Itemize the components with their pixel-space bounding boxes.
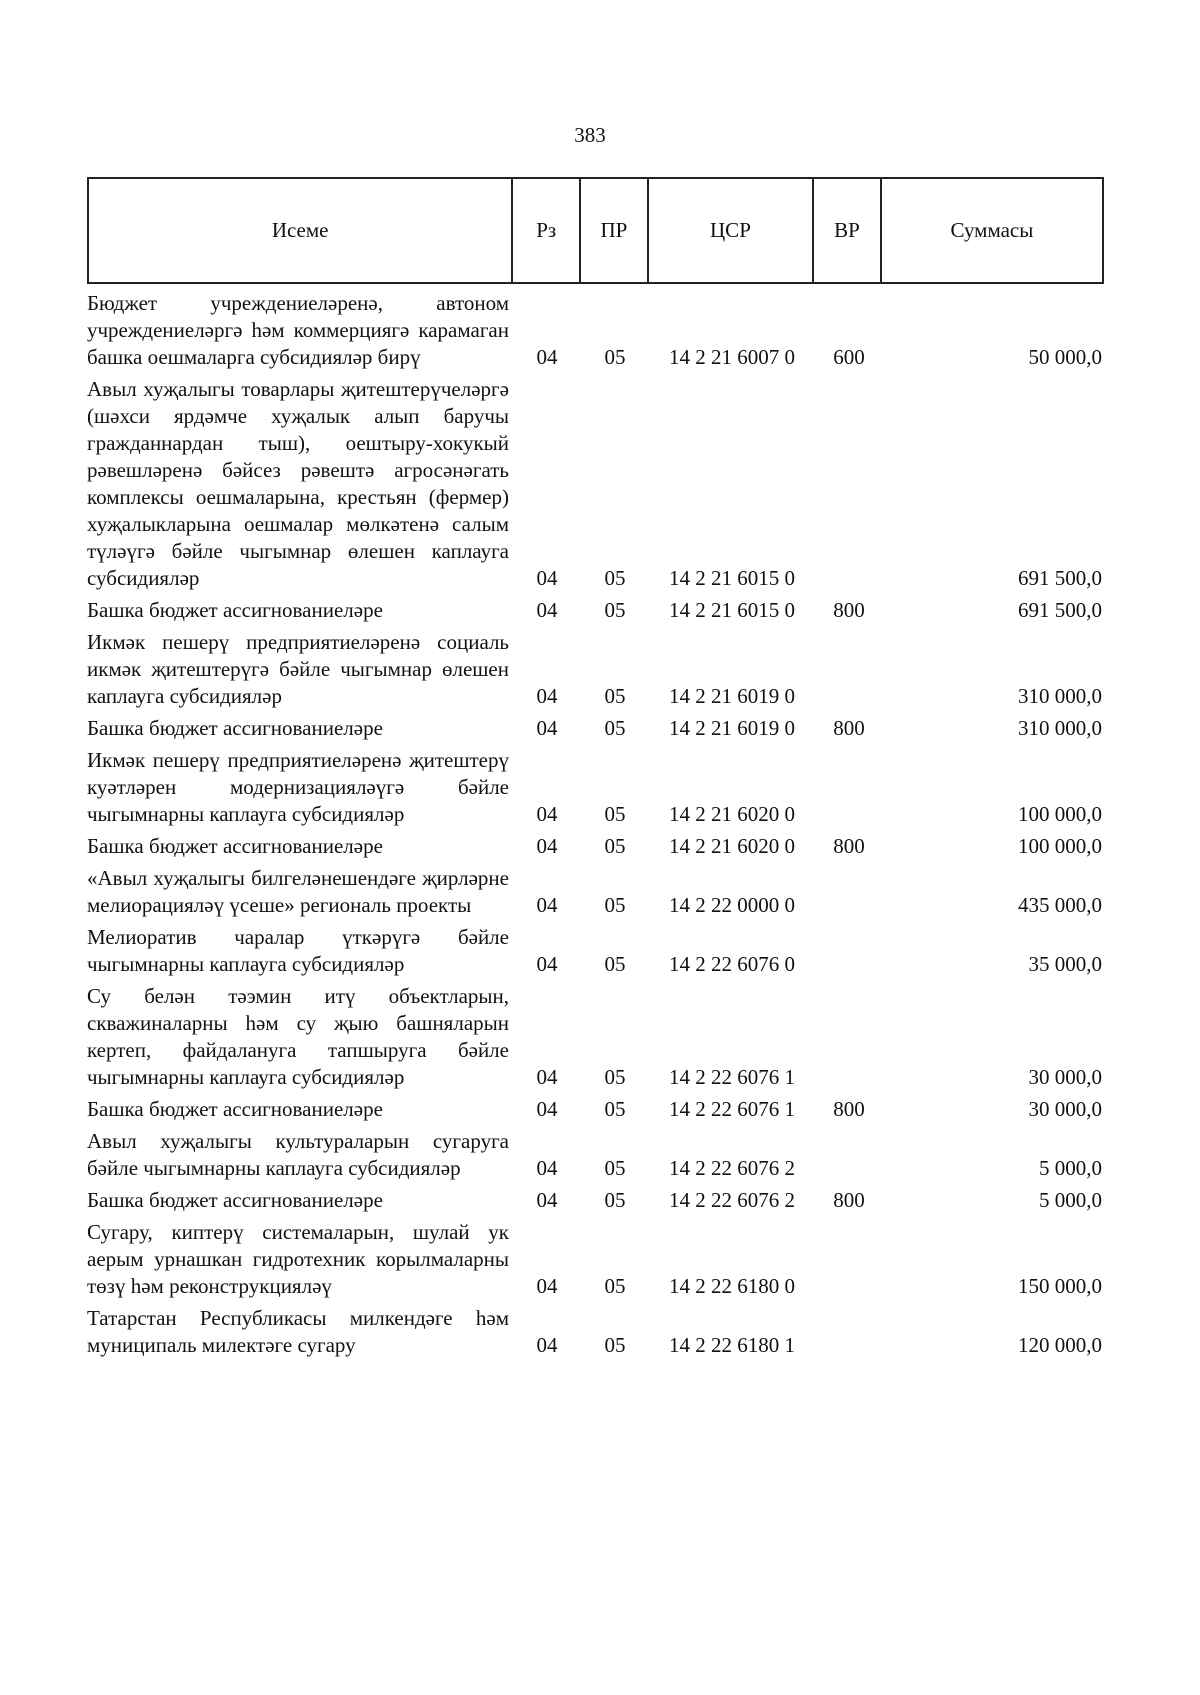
table-row [87,597,1104,624]
row-rz: 04 [536,802,558,826]
header-rz: Рз [513,179,581,282]
row-name: Башка бюджет ассигнованиеләре [87,1188,383,1212]
row-csr: 14 2 21 6007 0 [669,345,795,369]
row-rz: 04 [536,684,558,708]
row-name: Бюджет учреждениеләренә, автоном учреждениеләргә һәм коммерциягә карамаган башка оешмаларга субсидияләр бирү [87,291,509,369]
header-sum: Суммасы [950,218,1034,242]
row-name: Икмәк пешерү предприятиеләренә җитештерү куәтләрен модернизацияләүгә бәйле чыгымнарны каплауга субсидияләр [87,748,509,826]
row-pr: 05 [604,566,626,590]
row-name: Татарстан Республикасы милкендәге һәм муниципаль милектәге сугару [87,1306,509,1357]
row-rz: 04 [536,952,558,976]
table-row [87,1096,1104,1123]
row-sum: 310 000,0 [1018,716,1102,740]
row-rz: 04 [536,1065,558,1089]
row-pr: 05 [604,598,626,622]
row-sum: 310 000,0 [1018,684,1102,708]
row-name: Мелиоратив чаралар үткәрүгә бәйле чыгымнарны каплауга субсидияләр [87,925,509,976]
page-number: 383 [574,123,606,147]
row-sum: 30 000,0 [1028,1097,1102,1121]
row-sum: 5 000,0 [1039,1188,1102,1212]
row-pr: 05 [604,1156,626,1180]
row-pr: 05 [604,1097,626,1121]
row-csr: 14 2 21 6015 0 [669,598,795,622]
row-csr: 14 2 22 0000 0 [669,893,795,917]
row-name: Авыл хуҗалыгы культураларын сугаруга бәйле чыгымнарны каплауга субсидияләр [87,1129,509,1180]
row-pr: 05 [604,952,626,976]
header-name: Исеме [89,179,513,282]
row-pr: 05 [604,1274,626,1298]
row-rz: 04 [536,834,558,858]
row-name: Авыл хуҗалыгы товарлары җитештерүчеләргә (шәхси ярдәмче хуҗалык алып баручы гражданнардан тыш), оештыру-хокукый рәвешләренә бәйсез рәвештә агросәнәгать комплексы оешмаларына, крестьян (фермер) хуҗалыкларына оешмалар мөлкәтенә салым түләүгә бәйле чыгымнар өлешен каплауга субсидияләр [87,377,509,590]
row-pr: 05 [604,1065,626,1089]
row-pr: 05 [604,684,626,708]
table-row [87,833,1104,860]
row-csr: 14 2 22 6180 1 [669,1333,795,1357]
row-csr: 14 2 21 6015 0 [669,566,795,590]
table-row [87,865,1104,919]
header-vr: ВР [814,179,882,282]
row-rz: 04 [536,598,558,622]
row-csr: 14 2 22 6180 0 [669,1274,795,1298]
row-rz: 04 [536,1274,558,1298]
row-name: Икмәк пешерү предприятиеләренә социаль икмәк җитештерүгә бәйле чыгымнар өлешен каплауга субсидияләр [87,630,509,708]
row-name: Башка бюджет ассигнованиеләре [87,1097,383,1121]
row-csr: 14 2 22 6076 1 [669,1097,795,1121]
row-sum: 30 000,0 [1028,1065,1102,1089]
row-rz: 04 [536,1188,558,1212]
row-sum: 120 000,0 [1018,1333,1102,1357]
row-name: «Авыл хуҗалыгы билгеләнешендәге җирләрне мелиорацияләү үсеше» региональ проекты [87,866,509,917]
row-sum: 50 000,0 [1028,345,1102,369]
table-body [87,284,1104,1359]
row-pr: 05 [604,893,626,917]
row-csr: 14 2 21 6019 0 [669,684,795,708]
row-vr: 800 [833,1188,865,1212]
table-row [87,983,1104,1091]
table-row [87,924,1104,978]
row-sum: 435 000,0 [1018,893,1102,917]
row-pr: 05 [604,345,626,369]
row-csr: 14 2 22 6076 1 [669,1065,795,1089]
row-rz: 04 [536,566,558,590]
row-csr: 14 2 21 6020 0 [669,802,795,826]
table-row [87,747,1104,828]
row-pr: 05 [604,716,626,740]
row-sum: 5 000,0 [1039,1156,1102,1180]
header-csr: ЦСР [649,179,814,282]
row-sum: 691 500,0 [1018,598,1102,622]
table-row [87,1219,1104,1300]
table-row [87,1128,1104,1182]
row-csr: 14 2 21 6020 0 [669,834,795,858]
row-pr: 05 [604,834,626,858]
row-rz: 04 [536,345,558,369]
table-row [87,715,1104,742]
row-csr: 14 2 22 6076 2 [669,1188,795,1212]
row-vr: 800 [833,834,865,858]
row-name: Башка бюджет ассигнованиеләре [87,598,383,622]
row-sum: 100 000,0 [1018,834,1102,858]
table-row [87,629,1104,710]
table-row [87,1305,1104,1359]
row-pr: 05 [604,802,626,826]
budget-table [87,177,1104,1364]
row-vr: 800 [833,598,865,622]
row-name: Су белән тәэмин итү объектларын, скважиналарны һәм су җыю башняларын кертеп, файдалануга тапшыруга бәйле чыгымнарны каплауга субсидияләр [87,984,509,1089]
row-csr: 14 2 22 6076 2 [669,1156,795,1180]
row-name: Башка бюджет ассигнованиеләре [87,834,383,858]
table-header [87,177,1104,284]
row-rz: 04 [536,893,558,917]
row-rz: 04 [536,1097,558,1121]
row-vr: 600 [833,345,865,369]
row-pr: 05 [604,1333,626,1357]
header-pr: ПР [581,179,649,282]
row-vr: 800 [833,1097,865,1121]
table-row [87,290,1104,371]
row-sum: 150 000,0 [1018,1274,1102,1298]
row-rz: 04 [536,716,558,740]
row-sum: 100 000,0 [1018,802,1102,826]
row-pr: 05 [604,1188,626,1212]
row-sum: 691 500,0 [1018,566,1102,590]
row-sum: 35 000,0 [1028,952,1102,976]
row-rz: 04 [536,1333,558,1357]
row-name: Сугару, киптерү системаларын, шулай ук аерым урнашкан гидротехник корылмаларны төзү һәм реконструкцияләү [87,1220,509,1298]
table-row [87,376,1104,592]
row-rz: 04 [536,1156,558,1180]
row-vr: 800 [833,716,865,740]
row-name: Башка бюджет ассигнованиеләре [87,716,383,740]
row-csr: 14 2 21 6019 0 [669,716,795,740]
table-row [87,1187,1104,1214]
row-csr: 14 2 22 6076 0 [669,952,795,976]
